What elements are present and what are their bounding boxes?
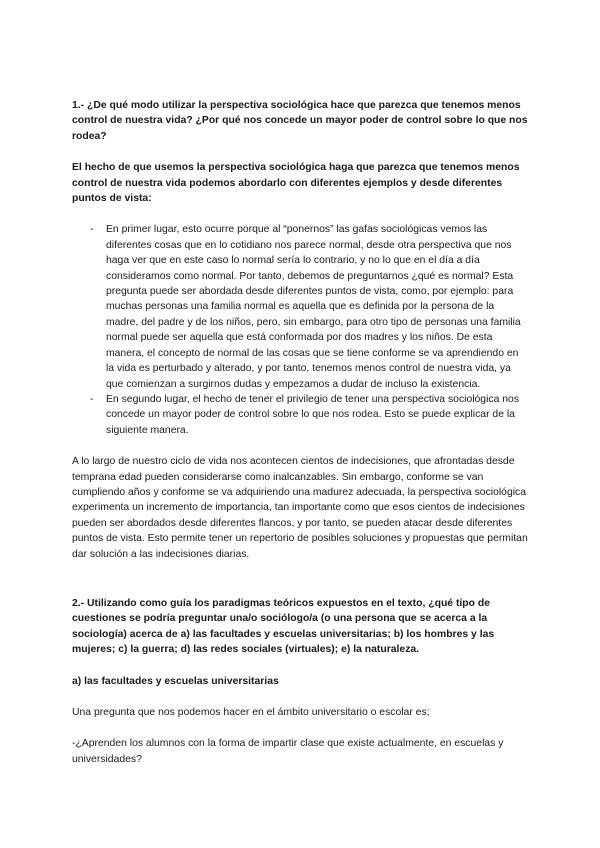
list-item-text: En primer lugar, esto ocurre porque al “ponernos” las gafas sociológicas vemos las diferentes cosas que en lo cotidiano nos parece normal, desde otra perspectiva que nos haga ver que en este caso lo normal sería lo contrario, y no lo que en el día a día consideramos como normal. Por tanto, debemos de preguntarnos ¿qué es normal? Esta pregunta puede ser abordada desde diferentes puntos de vista, como, por ejemplo: para muchas personas una familia normal es aquella que es definida por la persona de la madre, del padre y de los niños, pero, sin embargo, para otro tipo de personas una familia normal puede ser aquella que está conformada por dos madres y los niños. De esta manera, el concepto de normal de las cosas que se tiene conforme se va aprendiendo en la vida es perturbado y alterado, y por tanto, tenemos menos control de nuestra vida, ya que comienzan a surgirnos dudas y empezamos a dudar de incluso la existencia. [106, 224, 521, 390]
document-body [72, 98, 528, 767]
answer-1-paragraph: A lo largo de nuestro ciclo de vida nos acontecen cientos de indecisiones, que afrontadas desde temprana edad pueden considerarse como inalcanzables. Sin embargo, conforme se van cumpliendo años y conforme se va adquiriendo una madurez adecuada, la perspectiva sociológica experimenta un incremento de importancia, tan importante como que esos cientos de indecisiones pueden ser abordados desde diferentes flancos, y por tanto, se pueden atacar desde diferentes puntos de vista. Esto permite tener un repertorio de posibles soluciones y propuestas que permitan dar solución a las indecisiones diarias. [72, 456, 528, 560]
list-item [72, 222, 528, 391]
dash-bullet: - [90, 224, 94, 236]
list-item [72, 392, 528, 438]
answer-2-question: -¿Aprenden los alumnos con la forma de impartir clase que existe actualmente, en escuelas y universidades? [72, 738, 504, 765]
question-2: 2.- Utilizando como guía los paradigmas teóricos expuestos en el texto, ¿qué tipo de cuestiones se podría preguntar una/o sociólogo/a (o una persona que se acerca a la sociología) acerca de a) las facultades y escuelas universitarias; b) los hombres y las mujeres; c) la guerra; d) las redes sociales (virtuales); e) la naturaleza. [72, 597, 495, 656]
answer-1-intro: El hecho de que usemos la perspectiva sociológica haga que parezca que tenemos menos control de nuestra vida podemos abordarlo con diferentes ejemplos y desde diferentes puntos de vista: [72, 162, 520, 205]
question-1: 1.- ¿De qué modo utilizar la perspectiva sociológica hace que parezca que tenemos menos control de nuestra vida? ¿Por qué nos concede un mayor poder de control sobre lo que nos rodea? [72, 100, 528, 142]
answer-1-list [72, 222, 528, 438]
answer-2-subheading: a) las facultades y escuelas universitarias [72, 675, 279, 687]
list-item-text: En segundo lugar, el hecho de tener el privilegio de tener una perspectiva sociológica nos concede un mayor poder de control sobre lo que nos rodea. Esto se puede explicar de la siguiente manera. [106, 393, 520, 436]
answer-2-line: Una pregunta que nos podemos hacer en el ámbito universitario o escolar es; [72, 707, 430, 718]
dash-bullet: - [90, 393, 94, 405]
